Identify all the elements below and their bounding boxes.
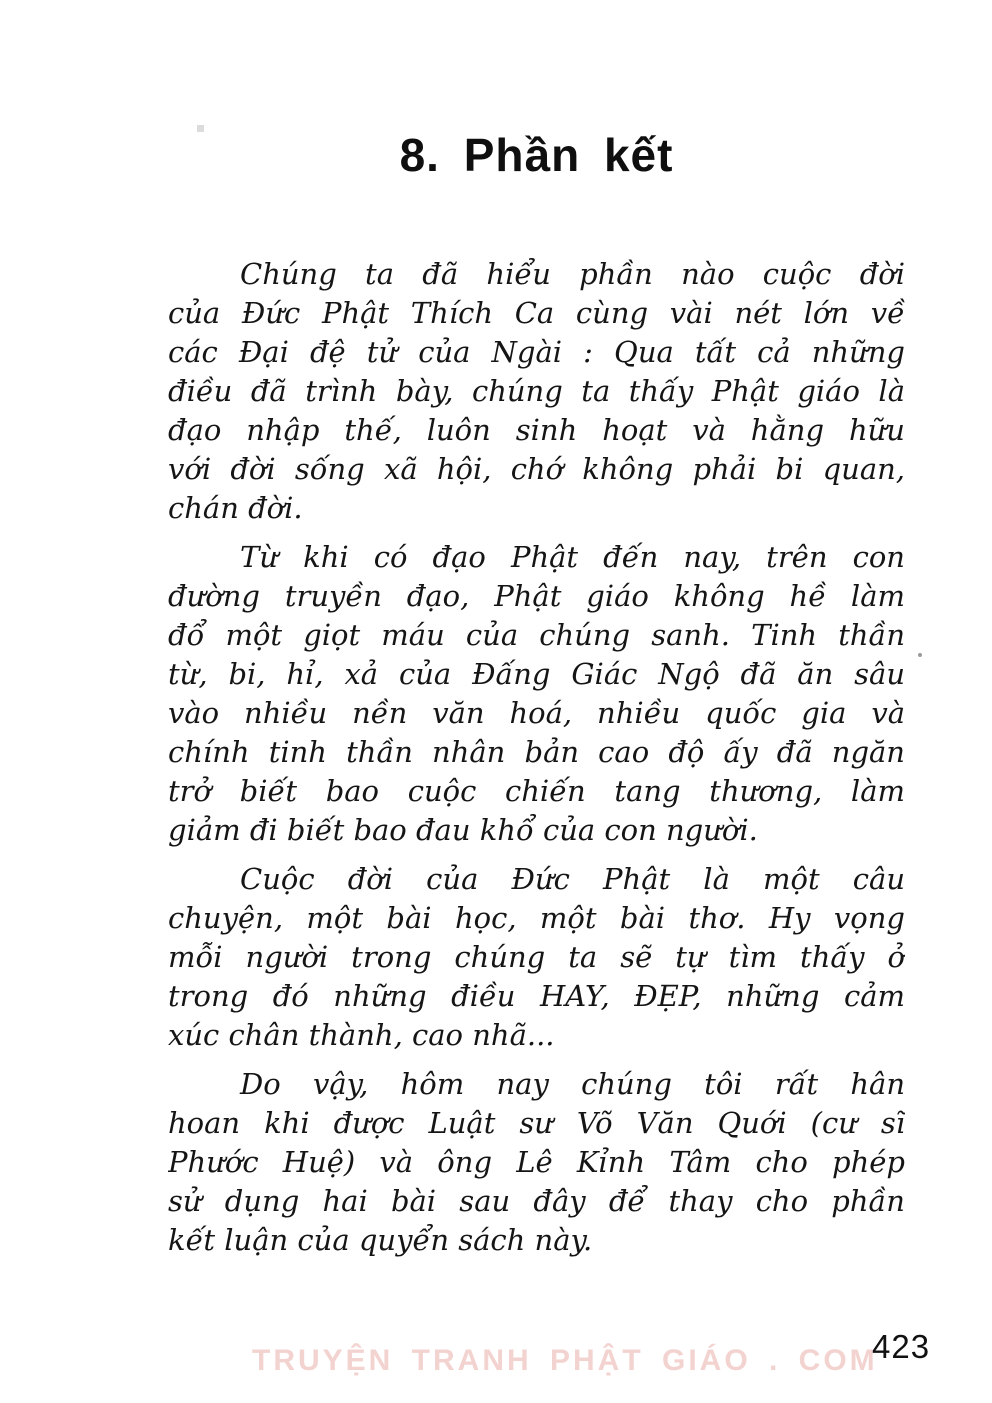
paragraph — [168, 255, 905, 528]
text-line: các Đại đệ tử của Ngài : Qua tất cả những — [168, 335, 905, 369]
text-line: chính tinh thần nhân bản cao độ ấy đã ngăn — [168, 735, 905, 769]
text-line: vào nhiều nền văn hoá, nhiều quốc gia và — [168, 696, 905, 730]
text-line: điều đã trình bày, chúng ta thấy Phật giáo là — [168, 374, 905, 408]
text-line: kết luận của quyển sách này. — [168, 1223, 593, 1257]
text-line: hoan khi được Luật sư Võ Văn Quới (cư sĩ — [168, 1106, 905, 1140]
paragraph — [168, 1065, 905, 1260]
text-line: đường truyền đạo, Phật giáo không hề làm — [168, 579, 905, 613]
scan-speck-icon — [918, 653, 922, 657]
text-line: chán đời. — [168, 491, 303, 525]
text-line: Do vậy, hôm nay chúng tôi rất hân — [240, 1067, 905, 1101]
body-text — [168, 255, 905, 1270]
text-line: mỗi người trong chúng ta sẽ tự tìm thấy ở — [168, 940, 905, 974]
text-line: chuyện, một bài học, một bài thơ. Hy vọng — [168, 901, 905, 935]
text-line: xúc chân thành, cao nhã... — [168, 1018, 555, 1052]
text-line: với đời sống xã hội, chớ không phải bi quan, — [168, 452, 905, 486]
page-number: 423 — [872, 1328, 931, 1365]
paragraph — [168, 860, 905, 1055]
watermark-text: TRUYỆN TRANH PHẬT GIÁO . COM — [252, 1344, 878, 1377]
text-line: sử dụng hai bài sau đây để thay cho phần — [168, 1184, 905, 1218]
text-line: Phước Huệ) và ông Lê Kỉnh Tâm cho phép — [168, 1145, 905, 1179]
text-line: Chúng ta đã hiểu phần nào cuộc đời — [240, 257, 905, 291]
text-line: đổ một giọt máu của chúng sanh. Tinh thần — [168, 618, 905, 652]
text-line: đạo nhập thế, luôn sinh hoạt và hằng hữu — [168, 413, 905, 447]
scan-speck-icon — [197, 125, 204, 132]
text-line: Cuộc đời của Đức Phật là một câu — [240, 862, 905, 896]
chapter-title: 8. Phần kết — [399, 129, 674, 181]
text-line: của Đức Phật Thích Ca cùng vài nét lớn về — [168, 296, 905, 330]
text-line: Từ khi có đạo Phật đến nay, trên con — [240, 540, 905, 574]
text-line: trong đó những điều HAY, ĐẸP, những cảm — [168, 979, 905, 1013]
text-line: giảm đi biết bao đau khổ của con người. — [168, 813, 758, 847]
paragraph — [168, 538, 905, 850]
text-line: trở biết bao cuộc chiến tang thương, làm — [168, 774, 905, 808]
text-line: từ, bi, hỉ, xả của Đấng Giác Ngộ đã ăn sâu — [168, 657, 905, 691]
